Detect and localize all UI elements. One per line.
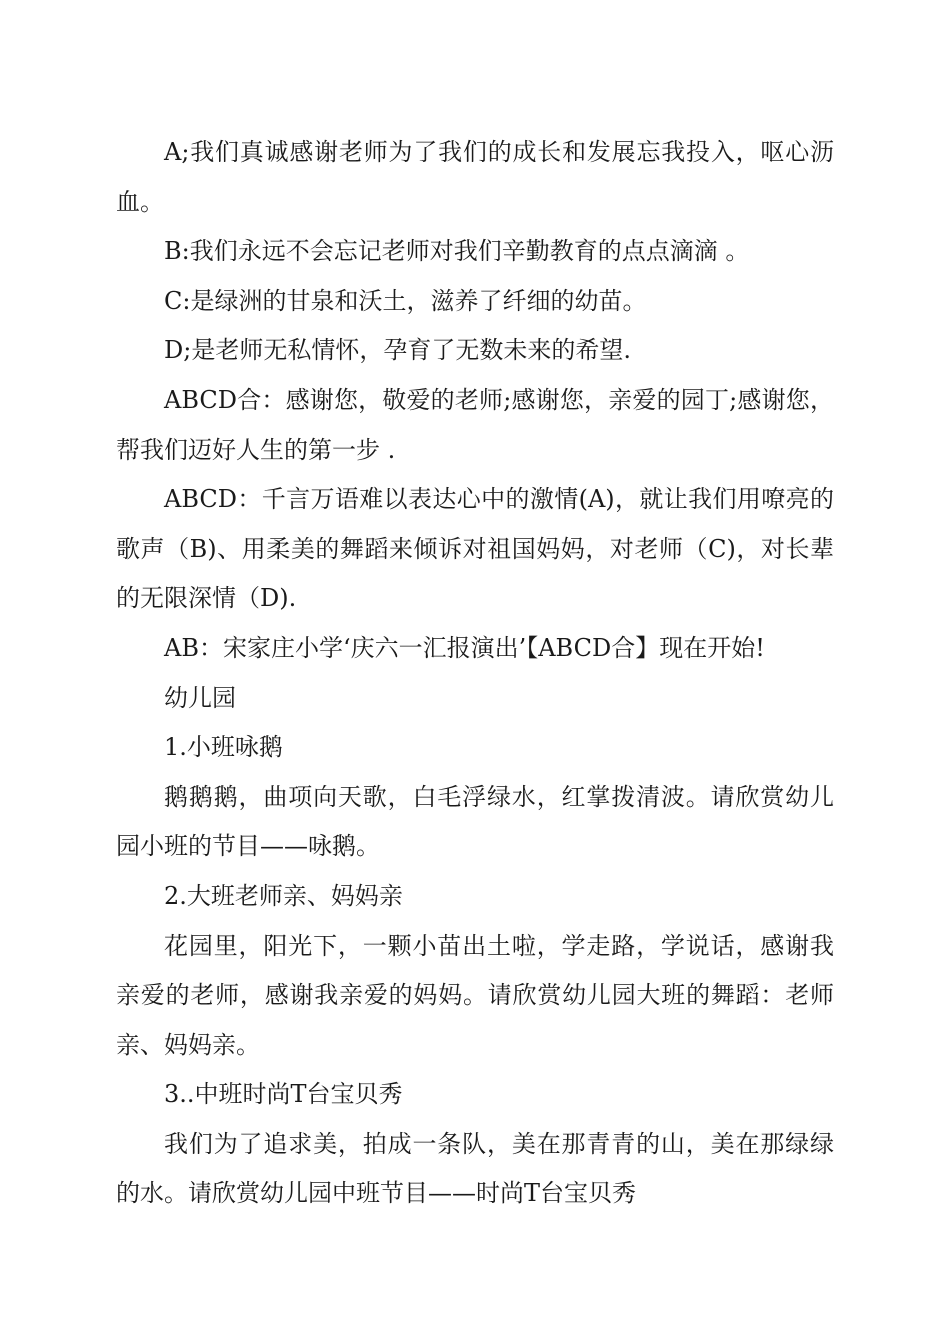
program-item-3-intro: 我们为了追求美，拍成一条队，美在那青青的山，美在那绿绿的水。请欣赏幼儿园中班节目——时尚T台宝贝秀 bbox=[116, 1129, 834, 1208]
document-body bbox=[116, 128, 834, 1219]
section-heading-kindergarten: 幼儿园 bbox=[164, 683, 236, 712]
paragraph-a-thanks: A;我们真诚感谢老师为了我们的成长和发展忘我投入，呕心沥血。 bbox=[116, 138, 834, 216]
program-item-3-title: 3..中班时尚T台宝贝秀 bbox=[164, 1080, 403, 1109]
paragraph-abcd-passion: ABCD：千言万语难以表达心中的激情(A)，就让我们用嘹亮的歌声（B)、用柔美的舞蹈来倾诉对祖国妈妈，对老师（C)，对长辈的无限深情（D). bbox=[116, 485, 834, 613]
paragraph-b-remember: B:我们永远不会忘记老师对我们辛勤教育的点点滴滴 。 bbox=[164, 237, 750, 266]
program-item-1-intro: 鹅鹅鹅，曲项向天歌，白毛浮绿水，红掌拨清波。请欣赏幼儿园小班的节目——咏鹅。 bbox=[116, 782, 834, 861]
paragraph-c-oasis: C:是绿洲的甘泉和沃土，滋养了纤细的幼苗。 bbox=[164, 286, 647, 315]
paragraph-d-hope: D;是老师无私情怀，孕育了无数未来的希望. bbox=[164, 336, 631, 365]
program-item-1-title: 1.小班咏鹅 bbox=[164, 733, 283, 762]
paragraph-abcd-together: ABCD合：感谢您，敬爱的老师;感谢您，亲爱的园丁;感谢您，帮我们迈好人生的第一步 . bbox=[116, 385, 834, 464]
program-item-2-title: 2.大班老师亲、妈妈亲 bbox=[164, 881, 403, 910]
program-item-2-intro: 花园里，阳光下，一颗小苗出土啦，学走路，学说话，感谢我亲爱的老师，感谢我亲爱的妈妈。请欣赏幼儿园大班的舞蹈：老师亲、妈妈亲。 bbox=[116, 931, 834, 1059]
paragraph-ab-opening: AB：宋家庄小学‘庆六一汇报演出’【ABCD合】现在开始! bbox=[164, 633, 765, 662]
